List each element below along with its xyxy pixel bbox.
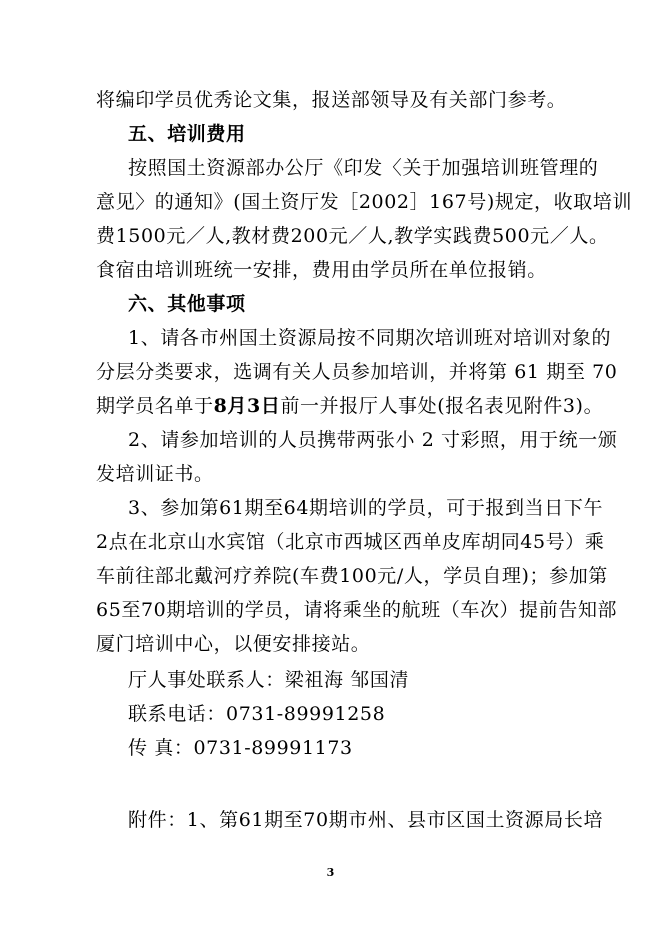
paragraph-line: 发培训证书。 (96, 463, 214, 485)
paragraph-line: 3、参加第61期至64期培训的学员，可于报到当日下午 (128, 497, 604, 519)
paragraph-line (96, 394, 603, 418)
paragraph-line: 厦门培训中心，以便安排接站。 (96, 633, 371, 655)
paragraph-line: 分层分类要求，选调有关人员参加培训，并将第 61 期至 70 (96, 361, 618, 383)
text-span: 期学员名单于 (96, 395, 214, 417)
paragraph-line: 车前往部北戴河疗养院(车费100元/人，学员自理)；参加第 (96, 565, 608, 587)
text-span: 前一并报厅人事处(报名表见附件3)。 (280, 395, 604, 417)
paragraph-line: 1、请各市州国土资源局按不同期次培训班对培训对象的 (128, 327, 612, 349)
paragraph-line: 2、请参加培训的人员携带两张小 2 寸彩照，用于统一颁 (128, 429, 618, 451)
section-heading-other-matters: 六、其他事项 (128, 293, 246, 315)
paragraph-line: 意见〉的通知》(国土资厅发［2002］167号)规定，收取培训 (96, 191, 633, 213)
paragraph-line: 费1500元／人,教材费200元／人,教学实践费500元／人。 (96, 225, 609, 247)
contact-phone-line: 联系电话：0731-89991258 (128, 703, 386, 725)
contact-person-line: 厅人事处联系人：梁祖海 邹国清 (128, 669, 410, 691)
section-heading-fees: 五、培训费用 (128, 123, 246, 145)
attachment-line: 附件：1、第61期至70期市州、县市区国土资源局长培 (128, 809, 604, 831)
paragraph-line: 65至70期培训的学员，请将乘坐的航班（车次）提前告知部 (96, 599, 618, 621)
paragraph-line: 将编印学员优秀论文集，报送部领导及有关部门参考。 (96, 89, 567, 111)
paragraph-line: 按照国土资源部办公厅《印发〈关于加强培训班管理的 (128, 157, 599, 179)
paragraph-line: 食宿由培训班统一安排，费用由学员所在单位报销。 (96, 259, 547, 281)
paragraph-line: 2点在北京山水宾馆（北京市西城区西单皮库胡同45号）乘 (96, 531, 605, 553)
contact-fax-line: 传 真：0731-89991173 (128, 737, 353, 759)
deadline-date: 8月3日 (213, 395, 281, 417)
page-number: 3 (326, 866, 335, 879)
